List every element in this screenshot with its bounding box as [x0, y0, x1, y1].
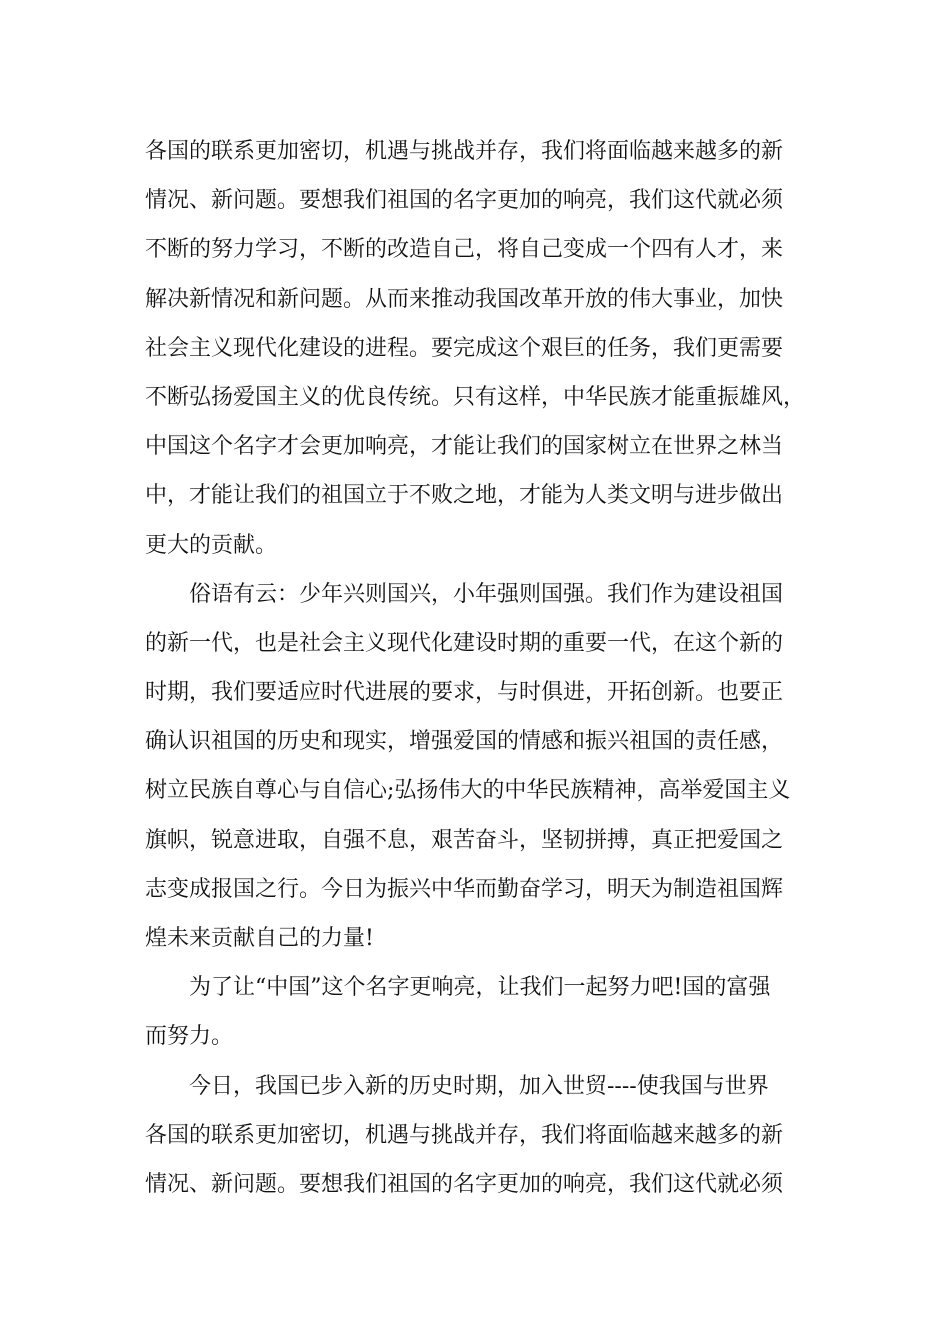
text-line: 为了让“中国”这个名字更响亮，让我们一起努力吧!国的富强: [189, 975, 771, 1001]
text-line: 情况、新问题。要想我们祖国的名字更加的响亮，我们这代就必须: [145, 1171, 784, 1197]
text-line: 时期，我们要适应时代进展的要求，与时俱进，开拓创新。也要正: [145, 680, 784, 706]
text-line: 志变成报国之行。今日为振兴中华而勤奋学习，明天为制造祖国辉: [145, 876, 784, 902]
text-line: 的新一代，也是社会主义现代化建设时期的重要一代，在这个新的: [145, 630, 784, 656]
text-line: 确认识祖国的历史和现实，增强爱国的情感和振兴祖国的责任感，: [145, 729, 784, 755]
text-line: 中国这个名字才会更加响亮，才能让我们的国家树立在世界之林当: [145, 434, 784, 460]
text-line: 今日，我国已步入新的历史时期，加入世贸----使我国与世界: [189, 1073, 769, 1099]
text-line: 更大的贡献。: [145, 532, 278, 558]
text-line: 不断的努力学习，不断的改造自己，将自己变成一个四有人才，来: [145, 237, 784, 263]
text-line: 各国的联系更加密切，机遇与挑战并存，我们将面临越来越多的新: [145, 1122, 784, 1148]
text-line: 不断弘扬爱国主义的优良传统。只有这样，中华民族才能重振雄风，: [145, 384, 806, 410]
text-line: 解决新情况和新问题。从而来推动我国改革开放的伟大事业，加快: [145, 286, 784, 312]
text-line: 各国的联系更加密切，机遇与挑战并存，我们将面临越来越多的新: [145, 139, 784, 164]
document-body: [145, 127, 825, 1209]
text-line: 旗帜，锐意进取，自强不息，艰苦奋斗，坚韧拼搏，真正把爱国之: [145, 827, 784, 853]
text-line: 情况、新问题。要想我们祖国的名字更加的响亮，我们这代就必须: [145, 188, 784, 214]
text-line: 煌未来贡献自己的力量!: [145, 926, 374, 951]
text-line: 中，才能让我们的祖国立于不败之地，才能为人类文明与进步做出: [145, 483, 784, 509]
text-line: 树立民族自尊心与自信心;弘扬伟大的中华民族精神，高举爱国主义: [145, 778, 791, 804]
text-line: 社会主义现代化建设的进程。要完成这个艰巨的任务，我们更需要: [145, 335, 784, 361]
text-line: 俗语有云：少年兴则国兴，小年强则国强。我们作为建设祖国: [189, 581, 784, 607]
text-line: 而努力。: [145, 1024, 234, 1050]
